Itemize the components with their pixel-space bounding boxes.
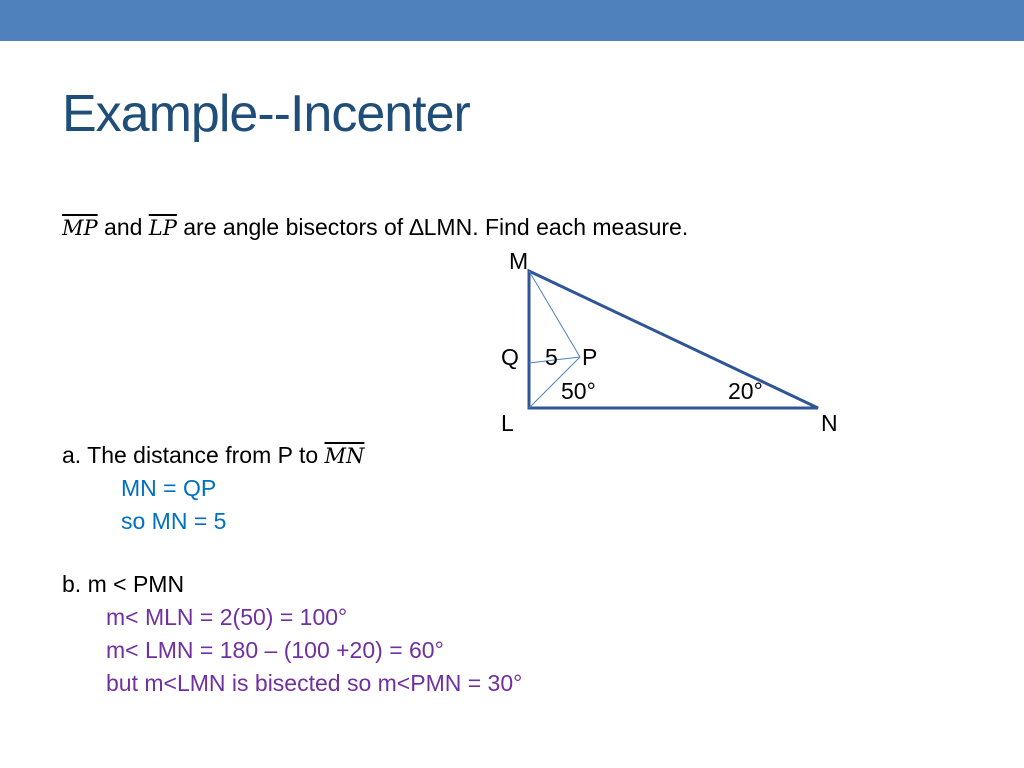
angle-l-label: 50°	[561, 378, 596, 404]
vertex-m-label: M	[509, 248, 529, 274]
part-a-question	[62, 444, 364, 467]
part-b-answer-line2: m< LMN = 180 – (100 +20) = 60°	[106, 637, 444, 663]
slide-title: Example--Incenter	[62, 85, 470, 143]
part-a-prefix: a. The distance from P to	[62, 442, 319, 468]
part-b-answer-line3: but m<LMN is bisected so m<PMN = 30°	[106, 670, 523, 696]
and-word: and	[104, 214, 143, 240]
segment-mp: $\overline{MP}$	[62, 216, 98, 240]
part-a-answer-line1: MN = QP	[121, 475, 217, 501]
problem-rest: are angle bisectors of ∆LMN. Find each measure.	[183, 214, 689, 240]
vertex-n-label: N	[821, 410, 838, 436]
vertex-l-label: L	[501, 410, 514, 436]
segment-lp: $\overline{LP}$	[148, 216, 177, 240]
part-b-question: b. m < PMN	[62, 571, 185, 597]
length-5-label: 5	[545, 344, 558, 370]
point-p-label: P	[582, 344, 598, 370]
part-b-answer-line1: m< MLN = 2(50) = 100°	[106, 604, 348, 630]
point-q-label: Q	[501, 344, 519, 370]
part-a-answer-line2: so MN = 5	[121, 508, 227, 534]
segment-mn: $\overline{MN}$	[324, 444, 365, 468]
angle-n-label: 20°	[728, 378, 763, 404]
